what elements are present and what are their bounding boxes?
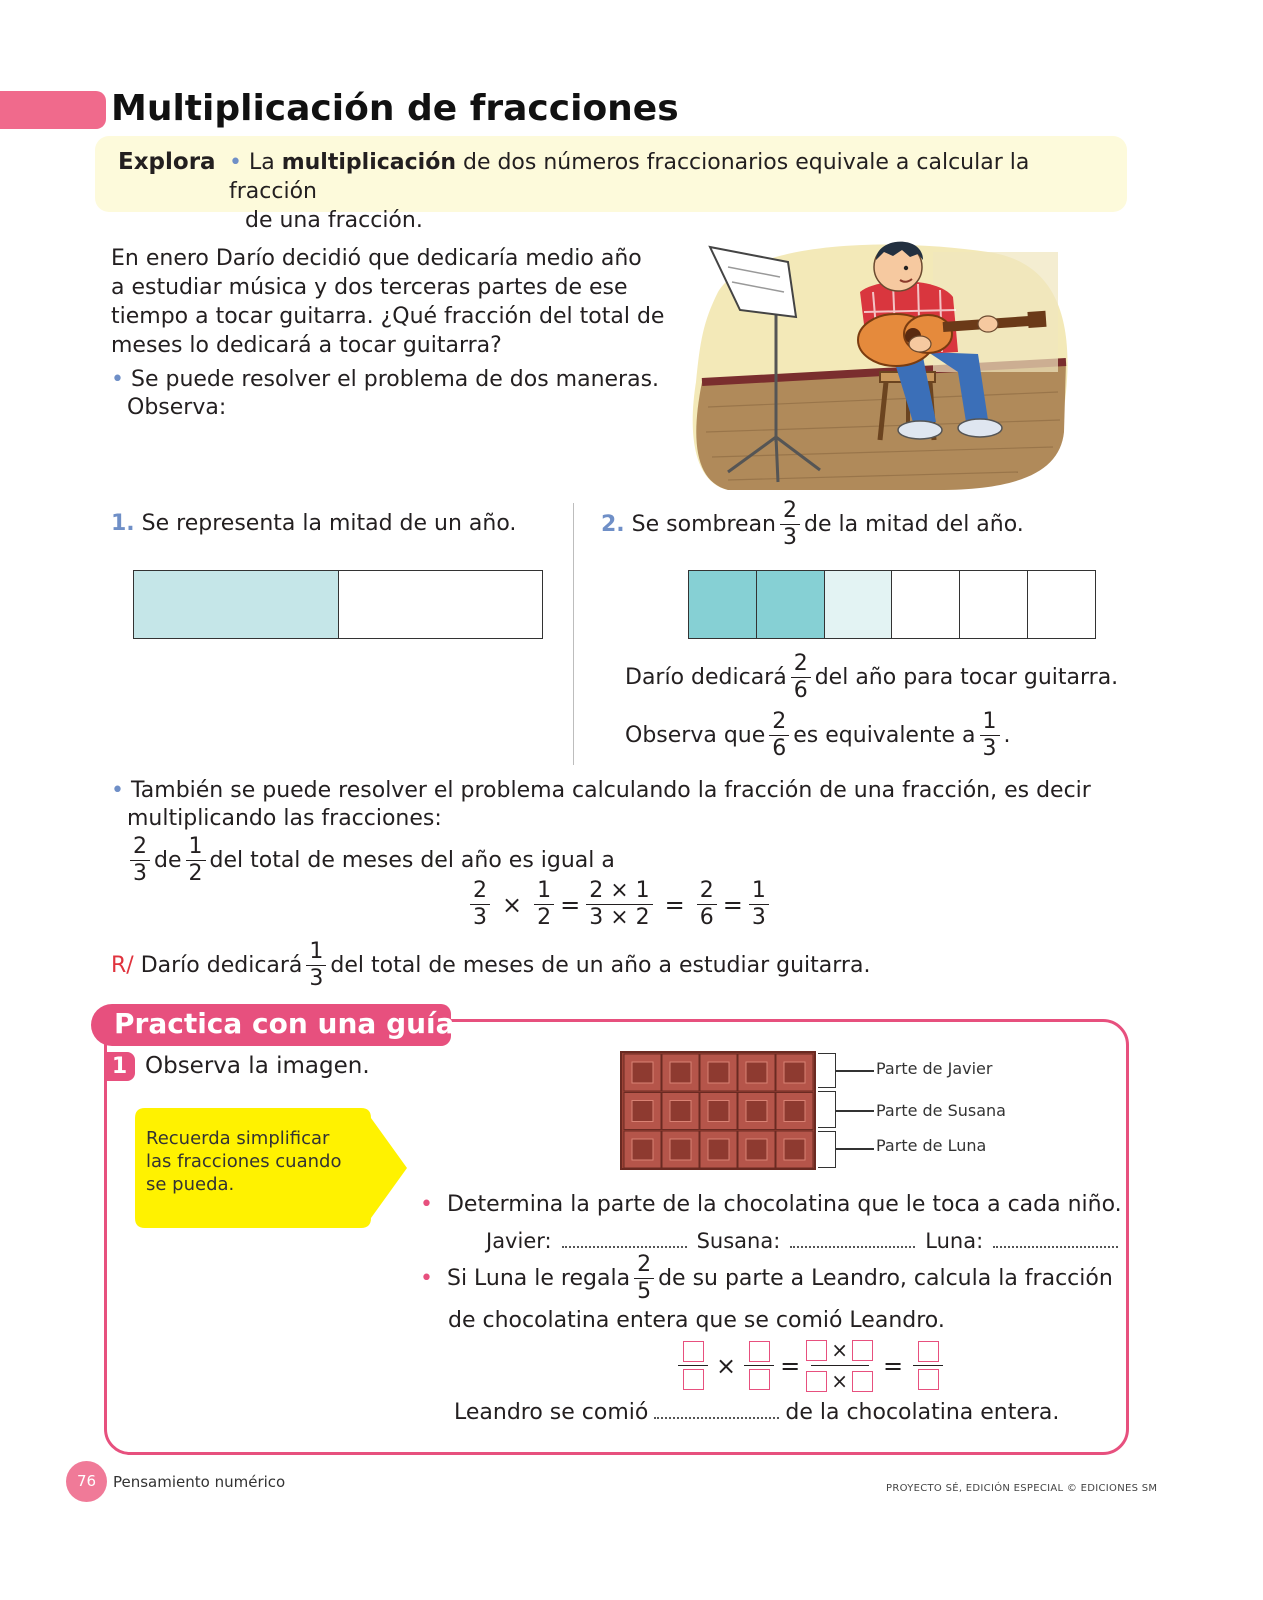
step2-result1 <box>625 653 1118 702</box>
denominator: 6 <box>699 905 714 930</box>
fraction <box>780 500 800 549</box>
fraction <box>769 711 789 760</box>
chocolate-piece-center <box>632 1062 653 1083</box>
chocolate-piece-center <box>746 1101 767 1122</box>
answer-text-post: del total de meses de un año a estudiar guitarra. <box>330 952 871 978</box>
label-javier: Parte de Javier <box>876 1059 993 1078</box>
half-year-bar <box>133 570 543 639</box>
denominator: 2 <box>188 861 203 886</box>
result1-post: del año para tocar guitarra. <box>814 664 1119 690</box>
explora-text-pre: La <box>248 150 282 175</box>
leandro-line <box>454 1398 1059 1428</box>
luna-blank[interactable] <box>993 1228 1118 1248</box>
chocolate-piece-center <box>670 1101 691 1122</box>
exercise-number: 1 <box>104 1052 135 1081</box>
bracket-susana <box>818 1091 836 1128</box>
bullet-icon: • <box>420 1265 433 1291</box>
bullet-icon: • <box>420 1192 433 1217</box>
chocolate-piece-center <box>670 1139 691 1160</box>
method2-line1: También se puede resolver el problema calculando la fracción de una fracción, es decir <box>130 778 1091 803</box>
guitar-illustration <box>688 232 1072 494</box>
numerator: 1 <box>749 880 769 905</box>
fraction <box>470 880 490 929</box>
step1-text: Se representa la mitad de un año. <box>141 511 517 536</box>
fraction <box>586 880 652 929</box>
task1-text: Determina la parte de la chocolatina que le toca a cada niño. <box>446 1192 1122 1217</box>
explora-text-line2: de una fracción. <box>245 208 423 233</box>
blank-box[interactable] <box>852 1371 873 1392</box>
empty-sixth <box>960 571 1028 638</box>
exercise-instruction: Observa la imagen. <box>145 1053 370 1079</box>
denominator: 3 <box>783 525 798 550</box>
divider <box>573 503 574 765</box>
explora-text-post: de dos números fraccionarios equivale a calcular la fracción <box>229 150 1030 204</box>
numerator: 1 <box>534 880 554 905</box>
equals-sign: = <box>780 1351 801 1380</box>
method2-statement-text: del total de meses del año es igual a <box>209 847 615 873</box>
fraction-bar <box>811 1365 869 1366</box>
problem-line: meses lo dedicará a tocar guitarra? <box>111 333 502 358</box>
chocolate-piece-center <box>746 1139 767 1160</box>
sixths-bar <box>688 570 1096 639</box>
problem-bullet <box>111 366 659 422</box>
denominator-row <box>806 1369 873 1393</box>
task2 <box>420 1254 1113 1303</box>
fraction <box>306 941 326 990</box>
explora-text-bold: multiplicación <box>281 150 456 175</box>
leandro-post: de la chocolatina entera. <box>785 1400 1060 1425</box>
equals-sign: = <box>722 890 743 919</box>
step1-heading <box>111 509 516 539</box>
blank-box[interactable] <box>806 1371 827 1392</box>
method2-text <box>111 777 1091 833</box>
blank-fraction <box>678 1341 708 1390</box>
equals-sign: = <box>882 1351 904 1380</box>
javier-blank[interactable] <box>562 1228 687 1248</box>
numerator: 2 <box>780 500 800 525</box>
susana-label: Susana: <box>696 1229 781 1253</box>
problem-line: tiempo a tocar guitarra. ¿Qué fracción del total de <box>111 304 665 329</box>
blank-box[interactable] <box>749 1341 770 1362</box>
times-sign: × <box>831 1369 848 1393</box>
numerator: 2 <box>470 880 490 905</box>
blank-box[interactable] <box>852 1340 873 1361</box>
answer-text-pre: Darío dedicará <box>140 952 303 978</box>
multiplication-equation <box>466 880 773 929</box>
step2-text-post: de la mitad del año. <box>804 511 1024 537</box>
problem-text <box>111 244 664 360</box>
leader-line <box>836 1148 874 1150</box>
step2-number: 2. <box>601 511 625 537</box>
numerator: 2 × 1 <box>586 880 652 905</box>
chocolate-piece-center <box>632 1139 653 1160</box>
leandro-pre: Leandro se comió <box>454 1400 649 1425</box>
fraction <box>791 653 811 702</box>
empty-sixth <box>1028 571 1095 638</box>
denominator: 5 <box>637 1279 652 1304</box>
task2-line2: de chocolatina entera que se comió Leandro. <box>448 1308 945 1333</box>
denominator: 3 <box>309 966 324 991</box>
explora-label: Explora <box>118 149 216 175</box>
fraction-bar <box>744 1365 774 1366</box>
leader-line <box>836 1110 874 1112</box>
task2-pre: Si Luna le regala <box>446 1265 631 1291</box>
chocolate-bar <box>620 1051 820 1171</box>
practica-title: Practica con una guía <box>114 1007 455 1040</box>
denominator: 3 <box>751 905 766 930</box>
problem-line: En enero Darío decidió que dedicaría medio año <box>111 246 642 271</box>
bullet-icon: • <box>229 150 242 175</box>
chocolate-piece-center <box>632 1101 653 1122</box>
bullet-icon: • <box>111 367 124 392</box>
blank-product-fraction <box>806 1338 873 1393</box>
luna-label: Luna: <box>925 1229 984 1253</box>
numerator: 2 <box>130 836 150 861</box>
equals-sign: = <box>664 890 685 919</box>
step1-number: 1. <box>111 511 135 536</box>
footer-section: Pensamiento numérico <box>113 1473 286 1491</box>
light-sixth <box>825 571 893 638</box>
blank-box[interactable] <box>806 1340 827 1361</box>
numerator-row <box>806 1338 873 1362</box>
blank-box[interactable] <box>918 1341 939 1362</box>
title-bar <box>0 91 106 129</box>
fraction <box>130 836 150 885</box>
chocolate-piece-center <box>708 1062 729 1083</box>
result2-pre: Observa que <box>625 722 766 748</box>
empty-sixth <box>892 571 960 638</box>
times-sign: × <box>502 890 523 919</box>
footer-credit: PROYECTO SÉ, EDICIÓN ESPECIAL © EDICIONES SM <box>886 1483 1158 1494</box>
fraction <box>749 880 769 929</box>
result2-end: . <box>1003 722 1011 748</box>
method2-line2: multiplicando las fracciones: <box>127 806 442 831</box>
chocolate-piece-center <box>784 1062 805 1083</box>
numerator: 2 <box>769 711 789 736</box>
bracket-javier <box>818 1053 836 1088</box>
chocolate-piece-center <box>670 1062 691 1083</box>
denominator: 6 <box>793 678 808 703</box>
denominator: 3 × 2 <box>589 905 650 930</box>
fraction <box>534 880 554 929</box>
chocolate-piece-center <box>746 1062 767 1083</box>
numerator: 2 <box>791 653 811 678</box>
denominator: 2 <box>537 905 552 930</box>
blank-fraction <box>744 1341 774 1390</box>
label-luna: Parte de Luna <box>876 1136 987 1155</box>
denominator: 3 <box>133 861 147 886</box>
problem-line: a estudiar música y dos terceras partes de ese <box>111 275 628 300</box>
fraction <box>186 836 206 885</box>
blank-box[interactable] <box>918 1369 939 1390</box>
step2-heading <box>601 500 1024 549</box>
chocolate-piece-center <box>784 1101 805 1122</box>
page-number: 76 <box>66 1461 107 1502</box>
leader-line <box>836 1070 874 1072</box>
fraction <box>697 880 717 929</box>
answer-line <box>111 941 870 990</box>
numerator: 2 <box>697 880 717 905</box>
blank-box[interactable] <box>683 1341 704 1362</box>
javier-label: Javier: <box>486 1229 552 1253</box>
answer-prefix: R/ <box>111 952 134 978</box>
leandro-blank[interactable] <box>654 1399 779 1419</box>
reminder-note: Recuerda simplificar las fracciones cuando se pueda. <box>146 1128 342 1195</box>
page-title: Multiplicación de fracciones <box>111 88 679 129</box>
chocolate-piece-center <box>708 1101 729 1122</box>
numerator: 2 <box>634 1254 654 1279</box>
result2-mid: es equivalente a <box>793 722 976 748</box>
task2-post: de su parte a Leandro, calcula la fracción <box>658 1265 1113 1291</box>
task1 <box>420 1190 1122 1220</box>
denominator: 6 <box>772 736 787 761</box>
denominator: 3 <box>982 736 997 761</box>
fraction <box>634 1254 654 1303</box>
result1-pre: Darío dedicará <box>625 664 787 690</box>
bullet-line2: Observa: <box>127 395 227 420</box>
blank-fraction <box>913 1341 943 1390</box>
equals-sign: = <box>560 890 581 919</box>
unshaded-half <box>339 571 543 638</box>
bullet-icon: • <box>111 778 124 803</box>
step2-text-pre: Se sombrean <box>631 511 777 537</box>
answer-blanks <box>486 1228 1118 1253</box>
fill-in-equation <box>678 1338 943 1393</box>
blank-box[interactable] <box>749 1369 770 1390</box>
bullet-line1: Se puede resolver el problema de dos maneras. <box>130 367 660 392</box>
fraction-bar <box>913 1365 943 1366</box>
word-de: de <box>154 847 182 873</box>
chocolate-piece-center <box>784 1139 805 1160</box>
numerator: 1 <box>306 941 326 966</box>
susana-blank[interactable] <box>790 1228 915 1248</box>
shaded-sixth <box>757 571 825 638</box>
fraction <box>980 711 1000 760</box>
blank-box[interactable] <box>683 1369 704 1390</box>
denominator: 3 <box>473 905 487 930</box>
times-sign: × <box>831 1338 848 1362</box>
step2-result2 <box>625 711 1011 760</box>
bracket-luna <box>818 1131 836 1168</box>
shaded-sixth <box>689 571 757 638</box>
numerator: 1 <box>980 711 1000 736</box>
times-sign: × <box>716 1351 737 1380</box>
explora-text <box>229 148 1109 235</box>
numerator: 1 <box>186 836 206 861</box>
chocolate-piece-center <box>708 1139 729 1160</box>
shaded-half <box>134 571 339 638</box>
fraction-bar <box>678 1365 708 1366</box>
label-susana: Parte de Susana <box>876 1101 1006 1120</box>
